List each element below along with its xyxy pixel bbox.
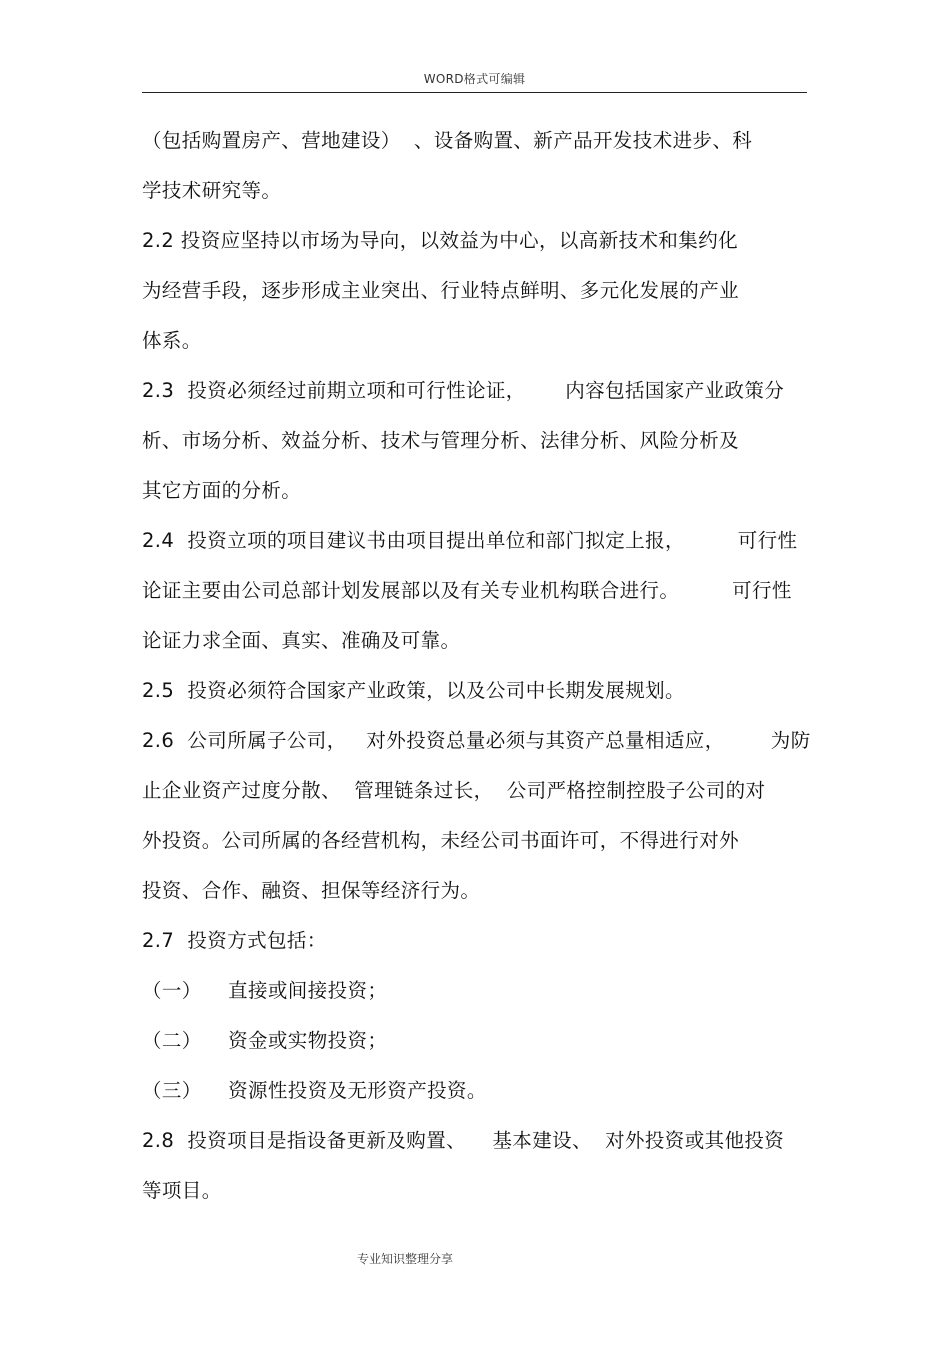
text-line: （包括购置房产、营地建设） 、设备购置、新产品开发技术进步、科 bbox=[142, 129, 753, 152]
text-line: 等项目。 bbox=[142, 1179, 222, 1202]
page-header bbox=[142, 66, 807, 93]
header-title: WORD格式可编辑 bbox=[423, 72, 526, 86]
text-line: 外投资。公司所属的各经营机构，未经公司书面许可，不得进行对外 bbox=[142, 829, 740, 852]
text-line: 止企业资产过度分散、 管理链条过长， 公司严格控制控股子公司的对 bbox=[142, 779, 766, 802]
page-footer: 专业知识整理分享 bbox=[356, 1252, 453, 1266]
text-line: 学技术研究等。 bbox=[142, 179, 282, 202]
text-line: 析、市场分析、效益分析、技术与管理分析、法律分析、风险分析及 bbox=[142, 429, 740, 452]
document-body bbox=[142, 122, 812, 1222]
text-line: （二） 资金或实物投资； bbox=[142, 1029, 388, 1052]
text-line: 2.5 投资必须符合国家产业政策，以及公司中长期发展规划。 bbox=[142, 679, 685, 702]
text-line: 2.6 公司所属子公司， 对外投资总量必须与其资产总量相适应， 为防 bbox=[142, 729, 811, 752]
text-line: 论证主要由公司总部计划发展部以及有关专业机构联合进行。 可行性 bbox=[142, 579, 792, 602]
text-line: （三） 资源性投资及无形资产投资。 bbox=[142, 1079, 487, 1102]
text-line: 2.4 投资立项的项目建议书由项目提出单位和部门拟定上报， 可行性 bbox=[142, 529, 798, 552]
text-line: 2.2 投资应坚持以市场为导向，以效益为中心，以高新技术和集约化 bbox=[142, 229, 739, 252]
text-line: 2.8 投资项目是指设备更新及购置、 基本建设、 对外投资或其他投资 bbox=[142, 1129, 785, 1152]
text-line: 其它方面的分析。 bbox=[142, 479, 302, 502]
text-line: 为经营手段，逐步形成主业突出、行业特点鲜明、多元化发展的产业 bbox=[142, 279, 740, 302]
text-line: 2.3 投资必须经过前期立项和可行性论证， 内容包括国家产业政策分 bbox=[142, 379, 785, 402]
text-line: 投资、合作、融资、担保等经济行为。 bbox=[142, 879, 481, 902]
text-line: 体系。 bbox=[142, 329, 202, 352]
text-line: （一） 直接或间接投资； bbox=[142, 979, 388, 1002]
text-line: 2.7 投资方式包括： bbox=[142, 929, 327, 952]
text-line: 论证力求全面、真实、准确及可靠。 bbox=[142, 629, 461, 652]
